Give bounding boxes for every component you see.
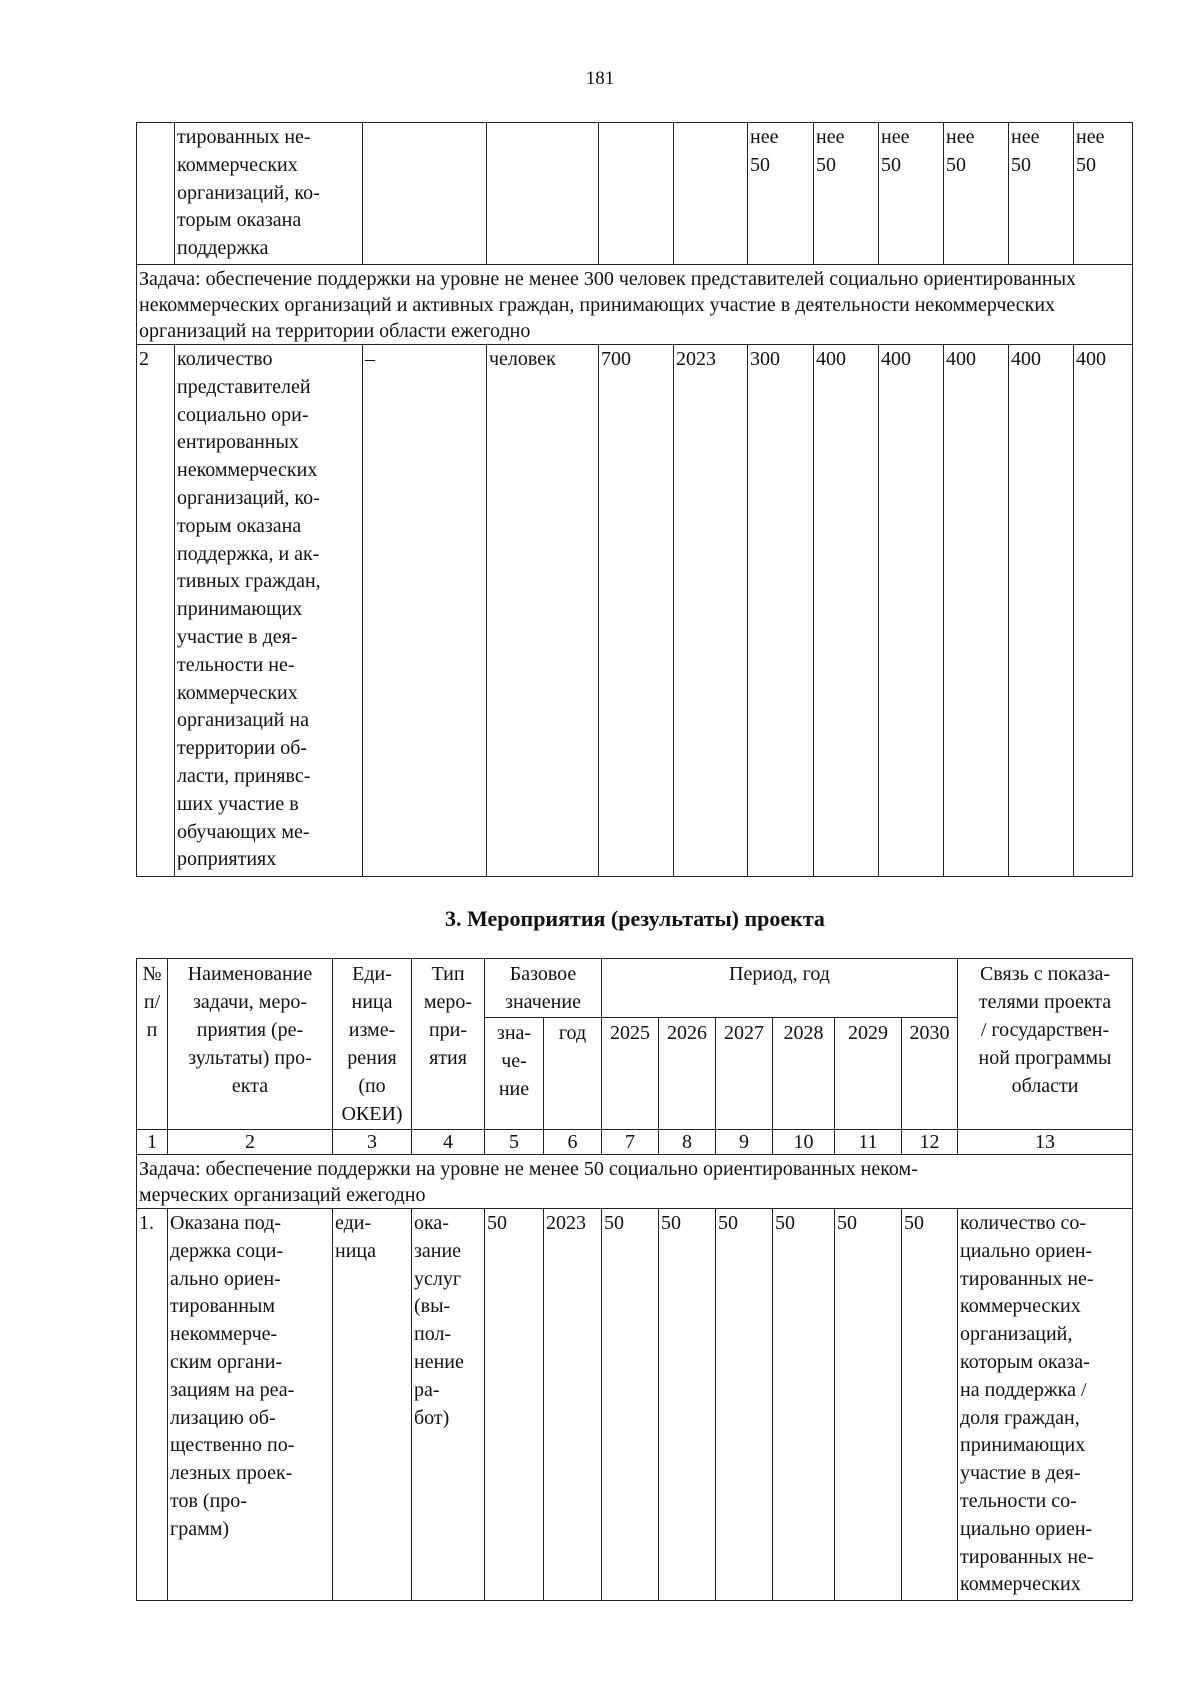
- column-number: 9: [716, 1130, 773, 1155]
- col-header-type: Тип меро- при- ятия: [412, 959, 485, 1130]
- column-number: 3: [333, 1130, 412, 1155]
- page-number: 181: [585, 68, 615, 89]
- row-number: [137, 123, 175, 265]
- year-value: 50: [716, 1209, 773, 1601]
- unit-cell: человек: [487, 344, 599, 876]
- col-header-year: 2029: [835, 1018, 902, 1130]
- column-number: 2: [168, 1130, 333, 1155]
- col-header-year: 2030: [902, 1018, 958, 1130]
- activity-name: Оказана под- держка соци- ально ориен- тированным некоммерче- ским органи- зациям на реа- лизацию об- щественно по- лезных проек- тов (про- грамм): [168, 1209, 333, 1601]
- task-row: [137, 1155, 1133, 1209]
- task-text: Задача: обеспечение поддержки на уровне не менее 300 человек представителей социально ориентированных некоммерческих организаций и активных граждан, принимающих участие в деятельности некоммерческих организаций на территории области ежегодно: [137, 264, 1133, 344]
- indicators-table: [136, 122, 1133, 877]
- col-header-period: Период, год: [602, 959, 958, 1018]
- table-row: [137, 1209, 1133, 1601]
- year-value: нее 50: [879, 123, 944, 265]
- task-row: [137, 264, 1133, 344]
- col-header-year: 2028: [773, 1018, 835, 1130]
- year-value: 400: [814, 344, 879, 876]
- indicator-name: количество представителей социально ори- ентированных некоммерческих организаций, ко- торым оказана поддержка, и ак- тивных граждан, принимающих участие в дея- тельности не- коммерческих организаций на территории об- ласти, принявс- ших участие в обучающих ме- роприятиях: [175, 344, 363, 876]
- col-header-base-value: зна- че- ние: [485, 1018, 544, 1130]
- column-number: 13: [958, 1130, 1133, 1155]
- indicator-name: тированных не- коммерческих организаций, ко- торым оказана поддержка: [175, 123, 363, 265]
- column-number: 7: [602, 1130, 659, 1155]
- column-number: 11: [835, 1130, 902, 1155]
- column-number: 6: [544, 1130, 602, 1155]
- year-value: 50: [602, 1209, 659, 1601]
- year-value: 50: [659, 1209, 716, 1601]
- table-cell: [363, 123, 487, 265]
- year-value: 50: [773, 1209, 835, 1601]
- base-year: 2023: [544, 1209, 602, 1601]
- base-value: 50: [485, 1209, 544, 1601]
- table-cell: –: [363, 344, 487, 876]
- base-value: 700: [599, 344, 674, 876]
- column-number: 10: [773, 1130, 835, 1155]
- base-year: 2023: [674, 344, 748, 876]
- activities-table: [136, 958, 1133, 1601]
- row-number: 1.: [137, 1209, 168, 1601]
- col-header-link: Связь с показа- телями проекта / государствен- ной программы области: [958, 959, 1133, 1130]
- column-number: 1: [137, 1130, 168, 1155]
- column-number: 4: [412, 1130, 485, 1155]
- activity-type: ока- зание услуг (вы- пол- нение ра- бот): [412, 1209, 485, 1601]
- col-header-name: Наименование задачи, меро- приятия (ре- зультаты) про- екта: [168, 959, 333, 1130]
- year-value: нее 50: [944, 123, 1009, 265]
- column-number: 8: [659, 1130, 716, 1155]
- year-value: нее 50: [814, 123, 879, 265]
- section-title: 3. Мероприятия (результаты) проекта: [445, 906, 825, 931]
- col-header-year: 2026: [659, 1018, 716, 1130]
- row-number: 2: [137, 344, 175, 876]
- table-cell: [599, 123, 674, 265]
- table-row: [137, 123, 1133, 265]
- unit-cell: еди- ница: [333, 1209, 412, 1601]
- year-value: 400: [879, 344, 944, 876]
- col-header-unit: Еди- ница изме- рения (по ОКЕИ): [333, 959, 412, 1130]
- table-cell: [487, 123, 599, 265]
- col-header-year: 2027: [716, 1018, 773, 1130]
- year-value: 400: [1009, 344, 1074, 876]
- table-cell: [674, 123, 748, 265]
- column-number-row: [137, 1130, 1133, 1155]
- year-value: 400: [944, 344, 1009, 876]
- year-value: 50: [835, 1209, 902, 1601]
- year-value: 300: [748, 344, 814, 876]
- indicator-link: количество со- циально ориен- тированных не- коммерческих организаций, которым оказа- на поддержка / доля граждан, принимающих участие в дея- тельности со- циально ориен- тированных не- коммерческих: [958, 1209, 1133, 1601]
- year-value: нее 50: [1074, 123, 1133, 265]
- year-value: нее 50: [748, 123, 814, 265]
- col-header-base-year: год: [544, 1018, 602, 1130]
- year-value: 400: [1074, 344, 1133, 876]
- table-row: [137, 344, 1133, 876]
- column-number: 5: [485, 1130, 544, 1155]
- year-value: 50: [902, 1209, 958, 1601]
- year-value: нее 50: [1009, 123, 1074, 265]
- col-header-year: 2025: [602, 1018, 659, 1130]
- task-text: Задача: обеспечение поддержки на уровне не менее 50 социально ориентированных неком- мерческих организаций ежегодно: [137, 1155, 1133, 1209]
- column-number: 12: [902, 1130, 958, 1155]
- header-row: [137, 959, 1133, 1018]
- col-header-base: Базовое значение: [485, 959, 602, 1018]
- col-header-number: № п/ п: [137, 959, 168, 1130]
